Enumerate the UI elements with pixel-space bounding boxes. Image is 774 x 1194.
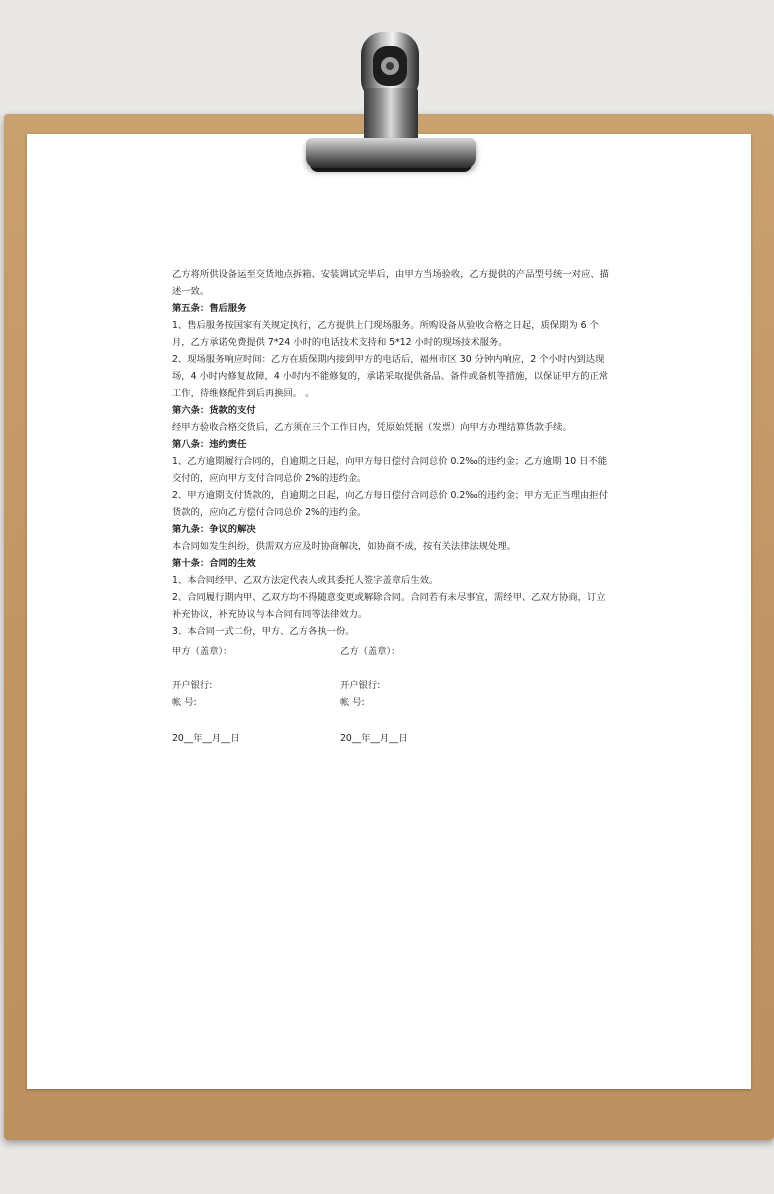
paragraph: 3、本合同一式二份，甲方、乙方各执一份。 (172, 626, 355, 637)
party-a-bank: 开户银行: (172, 680, 213, 691)
paragraph: 1、本合同经甲、乙双方法定代表人或其委托人签字盖章后生效。 (172, 575, 439, 586)
party-b-seal: 乙方（盖章）： (340, 646, 401, 657)
account-row (172, 694, 612, 711)
paragraph: 1、售后服务按国家有关规定执行，乙方提供上门现场服务。所购设备从验收合格之日起，质保期为 6 个月，乙方承诺免费提供 7*24 小时的电话技术支持和 5*12 小时的现场技术服务。 (172, 320, 599, 348)
party-b-date: 20__年__月__日 (340, 733, 408, 744)
section-heading: 第六条：货款的支付 (172, 405, 256, 416)
paragraph: 乙方将所供设备运至交货地点拆箱、安装调试完毕后，由甲方当场验收，乙方提供的产品型号统一对应、描述一致。 (172, 269, 609, 297)
party-a-account: 帐 号: (172, 697, 197, 708)
party-b-bank: 开户银行: (340, 680, 381, 691)
paragraph: 1、乙方逾期履行合同的，自逾期之日起，向甲方每日偿付合同总价 0.2‰的违约金；乙方逾期 10 日不能交付的，应向甲方支付合同总价 2%的违约金。 (172, 456, 608, 484)
contract-document (172, 266, 612, 747)
paragraph: 经甲方验收合格交货后，乙方须在三个工作日内，凭原始凭据（发票）向甲方办理结算货款手续。 (172, 422, 572, 433)
date-row (172, 730, 612, 747)
party-a-seal: 甲方（盖章）： (172, 646, 233, 657)
paragraph: 2、合同履行期内甲、乙双方均不得随意变更或解除合同。合同若有未尽事宜，需经甲、乙双方协商，订立补充协议，补充协议与本合同有同等法律效力。 (172, 592, 606, 620)
party-b-account: 帐 号: (340, 697, 365, 708)
binder-clip-body (364, 88, 418, 140)
bank-row (172, 677, 612, 694)
section-heading: 第十条：合同的生效 (172, 558, 256, 569)
section-heading: 第八条：违约责任 (172, 439, 247, 450)
party-a-date: 20__年__月__日 (172, 733, 240, 744)
paragraph: 2、甲方逾期支付货款的，自逾期之日起，向乙方每日偿付合同总价 0.2‰的违约金；甲方无正当理由拒付货款的，应向乙方偿付合同总价 2%的违约金。 (172, 490, 608, 518)
paragraph: 本合同如发生纠纷，供需双方应及时协商解决，如协商不成，按有关法律法规处理。 (172, 541, 516, 552)
section-heading: 第九条：争议的解决 (172, 524, 256, 535)
binder-clip-base (306, 138, 476, 168)
paragraph: 2、现场服务响应时间：乙方在质保期内接到甲方的电话后，福州市区 30 分钟内响应，2 个小时内到达现场，4 小时内修复故障，4 小时内不能修复的，承诺采取提供备品、备件或备机等措施，以保证甲方的正常工作，待维修配件到后再换回。 。 (172, 354, 609, 399)
signature-seal-row (172, 643, 612, 660)
section-heading: 第五条：售后服务 (172, 303, 247, 314)
